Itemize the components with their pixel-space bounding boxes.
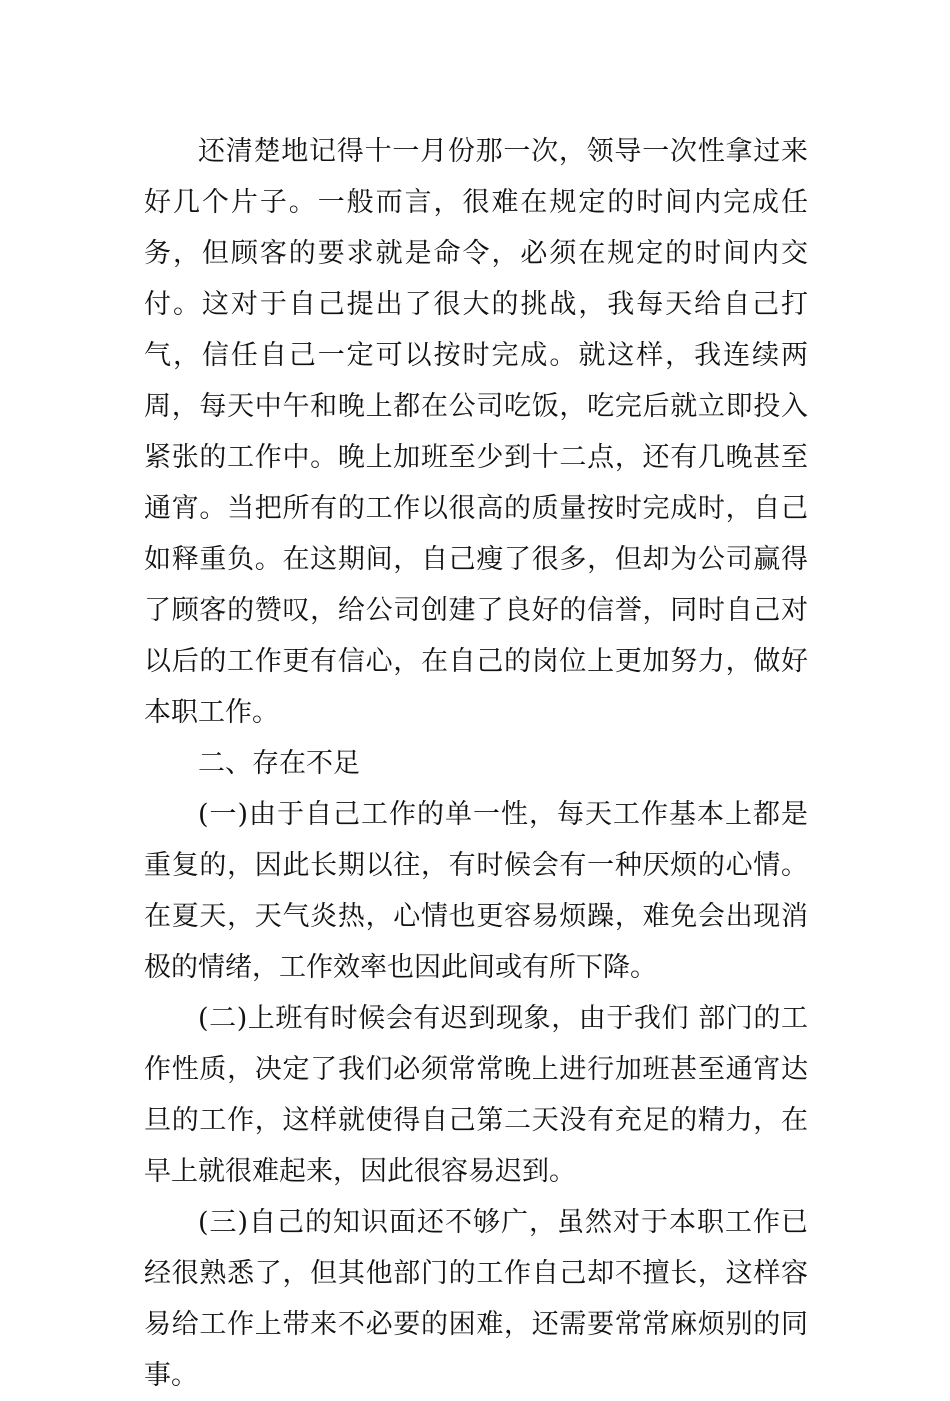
paragraph-shortcoming-2: (二)上班有时候会有迟到现象，由于我们 部门的工作性质，决定了我们必须常常晚上进行加班甚至通宵达旦的工作，这样就使得自己第二天没有充足的精力，在早上就很难起来，因此很容易迟到。 [144,1003,808,1187]
section-heading-shortcomings: 二、存在不足 [198,748,360,779]
paragraph-overtime-story: 还清楚地记得十一月份那一次，领导一次性拿过来好几个片子。一般而言，很难在规定的时间内完成任务，但顾客的要求就是命令，必须在规定的时间内交付。这对于自己提出了很大的挑战，我每天给自己打气，信任自己一定可以按时完成。就这样，我连续两周，每天中午和晚上都在公司吃饭，吃完后就立即投入紧张的工作中。晚上加班至少到十二点，还有几晚甚至通宵。当把所有的工作以很高的质量按时完成时，自己如释重负。在这期间，自己瘦了很多，但却为公司赢得了顾客的赞叹，给公司创建了良好的信誉，同时自己对以后的工作更有信心，在自己的岗位上更加努力，做好本职工作。 [144,136,808,728]
paragraph-shortcoming-3: (三)自己的知识面还不够广，虽然对于本职工作已经很熟悉了，但其他部门的工作自己却不擅长，这样容易给工作上带来不必要的困难，还需要常常麻烦别的同事。 [144,1207,808,1391]
document-body [144,126,808,1401]
paragraph-shortcoming-1: (一)由于自己工作的单一性，每天工作基本上都是重复的，因此长期以往，有时候会有一种厌烦的心情。在夏天，天气炎热，心情也更容易烦躁，难免会出现消极的情绪，工作效率也因此间或有所下降。 [144,799,808,983]
